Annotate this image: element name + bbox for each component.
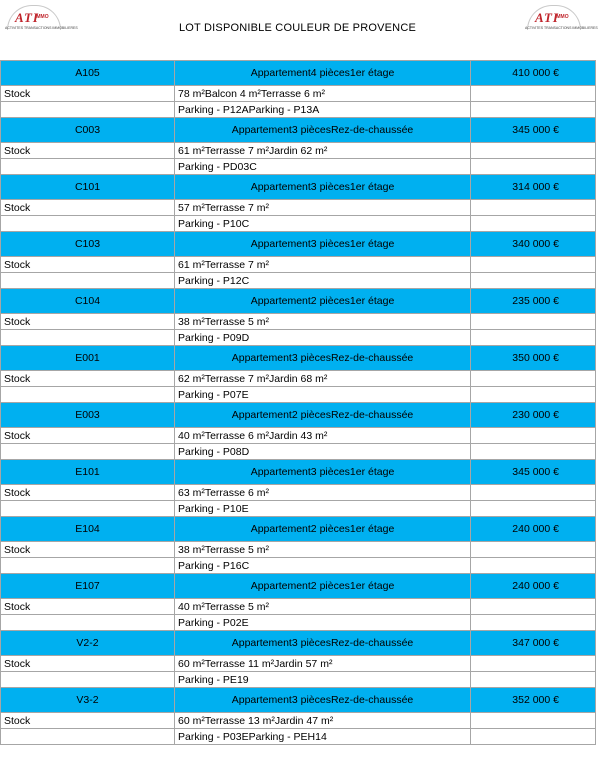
lot-surfaces: 38 m²Terrasse 5 m² xyxy=(175,542,471,558)
lot-surfaces: 63 m²Terrasse 6 m² xyxy=(175,485,471,501)
empty-cell xyxy=(471,200,596,216)
empty-cell xyxy=(471,444,596,460)
stock-label: Stock xyxy=(1,485,175,501)
lot-description: Appartement3 piècesRez-de-chaussée xyxy=(175,118,471,143)
lot-parking-row xyxy=(1,729,596,745)
lot-surfaces: 60 m²Terrasse 13 m²Jardin 47 m² xyxy=(175,713,471,729)
company-logo: ATI IMMO ACTIVITES TRANSACTIONS IMMOBILIERES xyxy=(3,2,61,34)
page-title: LOT DISPONIBLE COULEUR DE PROVENCE xyxy=(178,22,417,34)
lot-details-row xyxy=(1,371,596,387)
lot-surfaces: 61 m²Terrasse 7 m² xyxy=(175,257,471,273)
stock-label: Stock xyxy=(1,86,175,102)
lot-details-row xyxy=(1,143,596,159)
empty-cell xyxy=(1,102,175,118)
empty-cell xyxy=(471,159,596,175)
lot-reference: C104 xyxy=(1,289,175,314)
empty-cell xyxy=(471,371,596,387)
lot-price: 352 000 € xyxy=(471,688,596,713)
lot-description: Appartement2 pièces1er étage xyxy=(175,517,471,542)
lot-parking-row xyxy=(1,558,596,574)
lot-description: Appartement3 piècesRez-de-chaussée xyxy=(175,631,471,656)
lot-details-row xyxy=(1,485,596,501)
lot-parking: Parking - P10C xyxy=(175,216,471,232)
empty-cell xyxy=(471,330,596,346)
lot-header-row xyxy=(1,118,596,143)
empty-cell xyxy=(471,615,596,631)
lot-reference: C003 xyxy=(1,118,175,143)
empty-cell xyxy=(1,387,175,403)
lot-details-row xyxy=(1,713,596,729)
empty-cell xyxy=(471,86,596,102)
lot-parking-row xyxy=(1,615,596,631)
lot-price: 230 000 € xyxy=(471,403,596,428)
lot-reference: V3-2 xyxy=(1,688,175,713)
empty-cell xyxy=(471,216,596,232)
stock-label: Stock xyxy=(1,143,175,159)
lot-parking: Parking - P16C xyxy=(175,558,471,574)
lot-details-row xyxy=(1,542,596,558)
lot-details-row xyxy=(1,257,596,273)
lot-price: 240 000 € xyxy=(471,574,596,599)
empty-cell xyxy=(471,542,596,558)
lot-parking: Parking - P03EParking - PEH14 xyxy=(175,729,471,745)
empty-cell xyxy=(471,428,596,444)
lot-surfaces: 60 m²Terrasse 11 m²Jardin 57 m² xyxy=(175,656,471,672)
page-header xyxy=(0,0,598,60)
lot-header-row xyxy=(1,517,596,542)
lot-reference: E101 xyxy=(1,460,175,485)
lot-reference: E003 xyxy=(1,403,175,428)
lot-surfaces: 38 m²Terrasse 5 m² xyxy=(175,314,471,330)
lot-description: Appartement2 pièces1er étage xyxy=(175,574,471,599)
lot-description: Appartement3 piècesRez-de-chaussée xyxy=(175,346,471,371)
stock-label: Stock xyxy=(1,371,175,387)
lot-parking-row xyxy=(1,216,596,232)
lot-description: Appartement3 pièces1er étage xyxy=(175,460,471,485)
lot-details-row xyxy=(1,86,596,102)
lot-parking: Parking - P12C xyxy=(175,273,471,289)
stock-label: Stock xyxy=(1,200,175,216)
lot-price: 345 000 € xyxy=(471,118,596,143)
empty-cell xyxy=(1,672,175,688)
stock-label: Stock xyxy=(1,314,175,330)
lot-price: 410 000 € xyxy=(471,61,596,86)
lot-header-row xyxy=(1,61,596,86)
lot-details-row xyxy=(1,428,596,444)
lot-reference: C103 xyxy=(1,232,175,257)
stock-label: Stock xyxy=(1,542,175,558)
lot-reference: E104 xyxy=(1,517,175,542)
lot-parking: Parking - P08D xyxy=(175,444,471,460)
empty-cell xyxy=(471,257,596,273)
lot-reference: E107 xyxy=(1,574,175,599)
lot-details-row xyxy=(1,656,596,672)
lot-description: Appartement3 piècesRez-de-chaussée xyxy=(175,688,471,713)
lot-surfaces: 62 m²Terrasse 7 m²Jardin 68 m² xyxy=(175,371,471,387)
empty-cell xyxy=(471,273,596,289)
stock-label: Stock xyxy=(1,713,175,729)
empty-cell xyxy=(1,216,175,232)
lot-reference: V2-2 xyxy=(1,631,175,656)
lot-surfaces: 40 m²Terrasse 6 m²Jardin 43 m² xyxy=(175,428,471,444)
lot-description: Appartement4 pièces1er étage xyxy=(175,61,471,86)
lot-details-row xyxy=(1,314,596,330)
empty-cell xyxy=(1,615,175,631)
empty-cell xyxy=(471,729,596,745)
empty-cell xyxy=(471,713,596,729)
lot-header-row xyxy=(1,460,596,485)
lot-price: 347 000 € xyxy=(471,631,596,656)
lot-parking-row xyxy=(1,672,596,688)
lot-parking: Parking - P02E xyxy=(175,615,471,631)
lots-table xyxy=(0,60,596,745)
empty-cell xyxy=(471,656,596,672)
lot-header-row xyxy=(1,175,596,200)
lot-reference: E001 xyxy=(1,346,175,371)
lot-header-row xyxy=(1,289,596,314)
empty-cell xyxy=(1,558,175,574)
lot-surfaces: 57 m²Terrasse 7 m² xyxy=(175,200,471,216)
empty-cell xyxy=(471,672,596,688)
empty-cell xyxy=(471,387,596,403)
stock-label: Stock xyxy=(1,656,175,672)
lot-description: Appartement3 pièces1er étage xyxy=(175,232,471,257)
lot-parking-row xyxy=(1,159,596,175)
empty-cell xyxy=(471,314,596,330)
empty-cell xyxy=(471,143,596,159)
lot-header-row xyxy=(1,403,596,428)
stock-label: Stock xyxy=(1,599,175,615)
empty-cell xyxy=(471,501,596,517)
lot-details-row xyxy=(1,599,596,615)
empty-cell xyxy=(1,729,175,745)
lot-parking-row xyxy=(1,102,596,118)
lot-header-row xyxy=(1,232,596,257)
lot-parking-row xyxy=(1,501,596,517)
empty-cell xyxy=(1,273,175,289)
lot-surfaces: 61 m²Terrasse 7 m²Jardin 62 m² xyxy=(175,143,471,159)
lot-parking-row xyxy=(1,330,596,346)
lot-surfaces: 40 m²Terrasse 5 m² xyxy=(175,599,471,615)
lot-reference: C101 xyxy=(1,175,175,200)
lot-reference: A105 xyxy=(1,61,175,86)
empty-cell xyxy=(1,501,175,517)
lot-parking: Parking - P07E xyxy=(175,387,471,403)
empty-cell xyxy=(471,102,596,118)
lot-description: Appartement2 pièces1er étage xyxy=(175,289,471,314)
empty-cell xyxy=(471,599,596,615)
stock-label: Stock xyxy=(1,428,175,444)
lot-price: 345 000 € xyxy=(471,460,596,485)
lot-price: 340 000 € xyxy=(471,232,596,257)
lot-price: 240 000 € xyxy=(471,517,596,542)
empty-cell xyxy=(471,485,596,501)
empty-cell xyxy=(471,558,596,574)
lot-parking-row xyxy=(1,387,596,403)
lot-parking: Parking - P09D xyxy=(175,330,471,346)
lot-details-row xyxy=(1,200,596,216)
lot-parking-row xyxy=(1,273,596,289)
lot-description: Appartement2 piècesRez-de-chaussée xyxy=(175,403,471,428)
lot-description: Appartement3 pièces1er étage xyxy=(175,175,471,200)
lot-header-row xyxy=(1,688,596,713)
empty-cell xyxy=(1,159,175,175)
lot-parking-row xyxy=(1,444,596,460)
lot-price: 314 000 € xyxy=(471,175,596,200)
lot-parking: Parking - P12AParking - P13A xyxy=(175,102,471,118)
lot-header-row xyxy=(1,631,596,656)
lot-header-row xyxy=(1,574,596,599)
lot-surfaces: 78 m²Balcon 4 m²Terrasse 6 m² xyxy=(175,86,471,102)
empty-cell xyxy=(1,330,175,346)
lot-header-row xyxy=(1,346,596,371)
lot-parking: Parking - P10E xyxy=(175,501,471,517)
company-logo: ATI IMMO ACTIVITES TRANSACTIONS IMMOBILIERES xyxy=(523,2,581,34)
lot-price: 350 000 € xyxy=(471,346,596,371)
lot-parking: Parking - PE19 xyxy=(175,672,471,688)
lot-price: 235 000 € xyxy=(471,289,596,314)
lot-parking: Parking - PD03C xyxy=(175,159,471,175)
stock-label: Stock xyxy=(1,257,175,273)
empty-cell xyxy=(1,444,175,460)
